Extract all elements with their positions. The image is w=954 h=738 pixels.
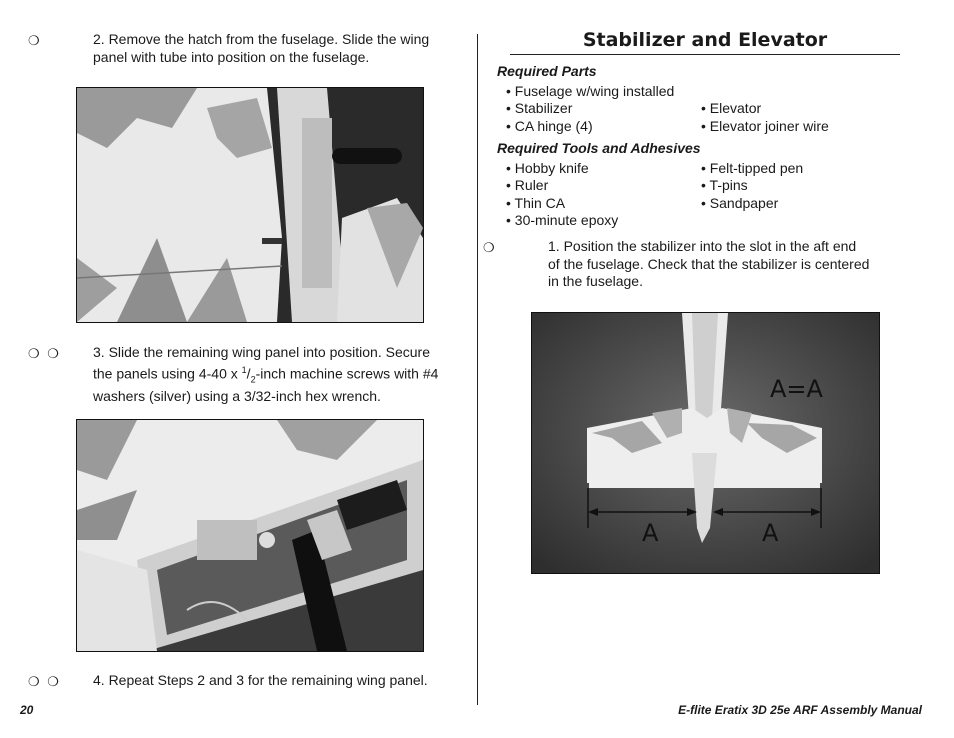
part-stabilizer: • Stabilizer — [506, 100, 573, 116]
tool-30-minute-epoxy: • 30-minute epoxy — [506, 212, 619, 228]
step4-checkbox[interactable]: ❍ ❍ — [28, 674, 61, 689]
wing-installation-photo — [76, 87, 424, 323]
right-a-label: A — [762, 519, 779, 547]
tool-hobby-knife: • Hobby knife — [506, 160, 589, 176]
part-elevator: • Elevator — [701, 100, 762, 116]
part-fuselage: • Fuselage w/wing installed — [506, 83, 675, 99]
column-divider — [477, 34, 478, 705]
step3-line2-post: -inch machine screws with #4 — [255, 365, 439, 382]
fraction-numerator: 1 — [241, 364, 247, 375]
step3-text — [93, 344, 438, 406]
title-underline — [510, 54, 900, 55]
step3-checkbox[interactable]: ❍ ❍ — [28, 346, 61, 361]
equation-label: A=A — [770, 375, 823, 403]
step2-line1: 2. Remove the hatch from the fuselage. Slide the wing — [93, 31, 430, 47]
step2-text — [93, 31, 429, 66]
wing-secure-photo — [76, 419, 424, 652]
step3-line3: washers (silver) using a 3/32-inch hex wrench. — [93, 388, 381, 405]
fraction-separator: / — [246, 365, 251, 382]
manual-title: E-flite Eratix 3D 25e ARF Assembly Manual — [678, 703, 922, 717]
step4-text: 4. Repeat Steps 2 and 3 for the remaining wing panel. — [93, 672, 428, 688]
tool-ruler: • Ruler — [506, 177, 549, 193]
part-ca-hinge: • CA hinge (4) — [506, 118, 593, 134]
step3-line2-pre: the panels using 4-40 x — [93, 365, 242, 382]
step1-line2: of the fuselage. Check that the stabilizer is centered — [548, 255, 870, 272]
part-elevator-joiner-wire: • Elevator joiner wire — [701, 118, 829, 134]
tool-sandpaper: • Sandpaper — [701, 195, 779, 211]
required-parts-heading: Required Parts — [497, 63, 597, 79]
step1-text — [548, 238, 869, 291]
tool-felt-tipped-pen: • Felt-tipped pen — [701, 160, 804, 176]
page-number: 20 — [20, 703, 34, 717]
fraction-denominator: 2 — [250, 373, 256, 384]
step1-checkbox[interactable]: ❍ — [483, 240, 497, 255]
step2-checkbox[interactable]: ❍ — [28, 33, 42, 48]
stabilizer-photo — [531, 312, 880, 574]
tool-thin-ca: • Thin CA — [506, 195, 566, 211]
required-tools-heading: Required Tools and Adhesives — [497, 140, 701, 156]
section-title: Stabilizer and Elevator — [582, 29, 828, 51]
step2-line2: panel with tube into position on the fuselage. — [93, 48, 370, 65]
step3-line2 — [93, 362, 438, 389]
step1-line1: 1. Position the stabilizer into the slot in the aft end — [548, 238, 857, 254]
tool-t-pins: • T-pins — [701, 177, 748, 193]
step1-line3: in the fuselage. — [548, 273, 643, 289]
left-a-label: A — [642, 519, 659, 547]
step3-line1: 3. Slide the remaining wing panel into position. Secure — [93, 344, 430, 360]
